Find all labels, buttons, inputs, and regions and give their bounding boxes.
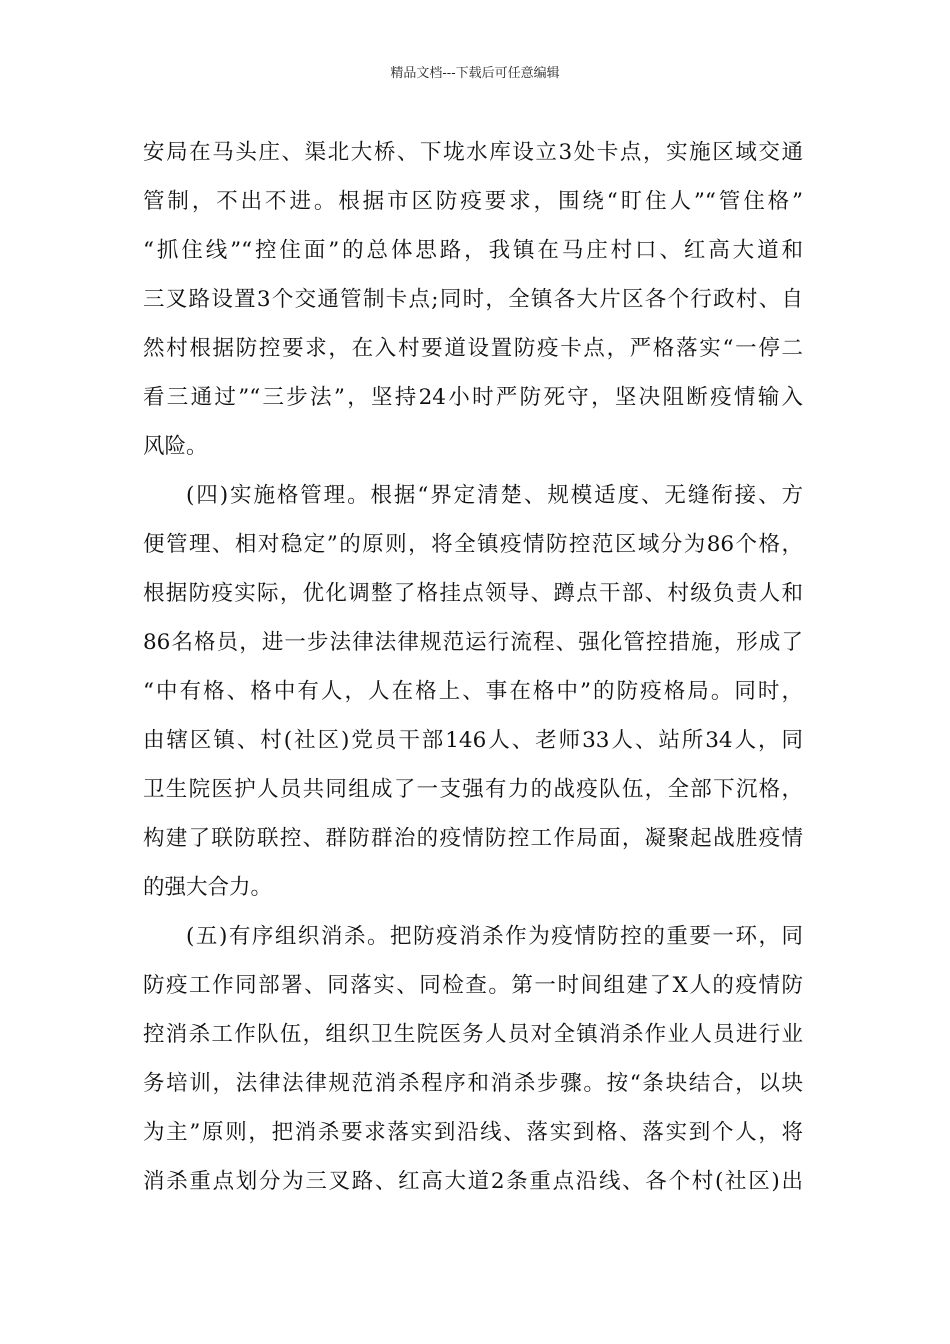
text-line: 然村根据防控要求，在入村要道设置防疫卡点，严格落实“一停二 [143,336,803,361]
text-line: 管制，不出不进。根据市区防疫要求，围绕“盯住人”“管住格” [143,189,803,214]
text-line: 86名格员，进一步法律法律规范运行流程、强化管控措施，形成了 [143,630,803,655]
text-line: 务培训，法律法律规范消杀程序和消杀步骤。按“条块结合，以块 [143,1071,803,1096]
page-header: 精品文档---下载后可任意编辑 [390,66,560,81]
text-line: 看三通过”“三步法”，坚持24小时严防死守，坚决阻断疫情输入 [143,385,803,410]
text-line: 防疫工作同部署、同落实、同检查。第一时间组建了X人的疫情防 [143,973,803,998]
text-line: “中有格、格中有人，人在格上、事在格中”的防疫格局。同时， [143,679,803,704]
text-line: 卫生院医护人员共同组成了一支强有力的战疫队伍，全部下沉格， [143,777,803,802]
text-line: 三叉路设置3个交通管制卡点;同时，全镇各大片区各个行政村、自 [143,287,803,312]
text-line: 由辖区镇、村(社区)党员干部146人、老师33人、站所34人，同 [143,728,803,753]
text-line: 为主”原则，把消杀要求落实到沿线、落实到格、落实到个人，将 [143,1120,803,1145]
text-line: 控消杀工作队伍，组织卫生院医务人员对全镇消杀作业人员进行业 [143,1022,803,1047]
text-line: 消杀重点划分为三叉路、红高大道2条重点沿线、各个村(社区)出 [143,1169,803,1194]
text-line: “抓住线”“控住面”的总体思路，我镇在马庄村口、红高大道和 [143,238,803,263]
text-line: 安局在马头庄、渠北大桥、下垅水库设立3处卡点，实施区域交通 [143,140,803,165]
text-line: 便管理、相对稳定”的原则，将全镇疫情防控范区域分为86个格， [143,532,803,557]
text-line: 风险。 [143,434,208,459]
paragraph-first-line: (四)实施格管理。根据“界定清楚、规模适度、无缝衔接、方 [186,483,803,508]
body-text [143,128,803,1206]
text-line: 构建了联防联控、群防群治的疫情防控工作局面，凝聚起战胜疫情 [143,826,803,851]
paragraph-first-line: (五)有序组织消杀。把防疫消杀作为疫情防控的重要一环，同 [186,924,803,949]
text-line: 根据防疫实际，优化调整了格挂点领导、蹲点干部、村级负责人和 [143,581,803,606]
text-line: 的强大合力。 [143,875,273,900]
